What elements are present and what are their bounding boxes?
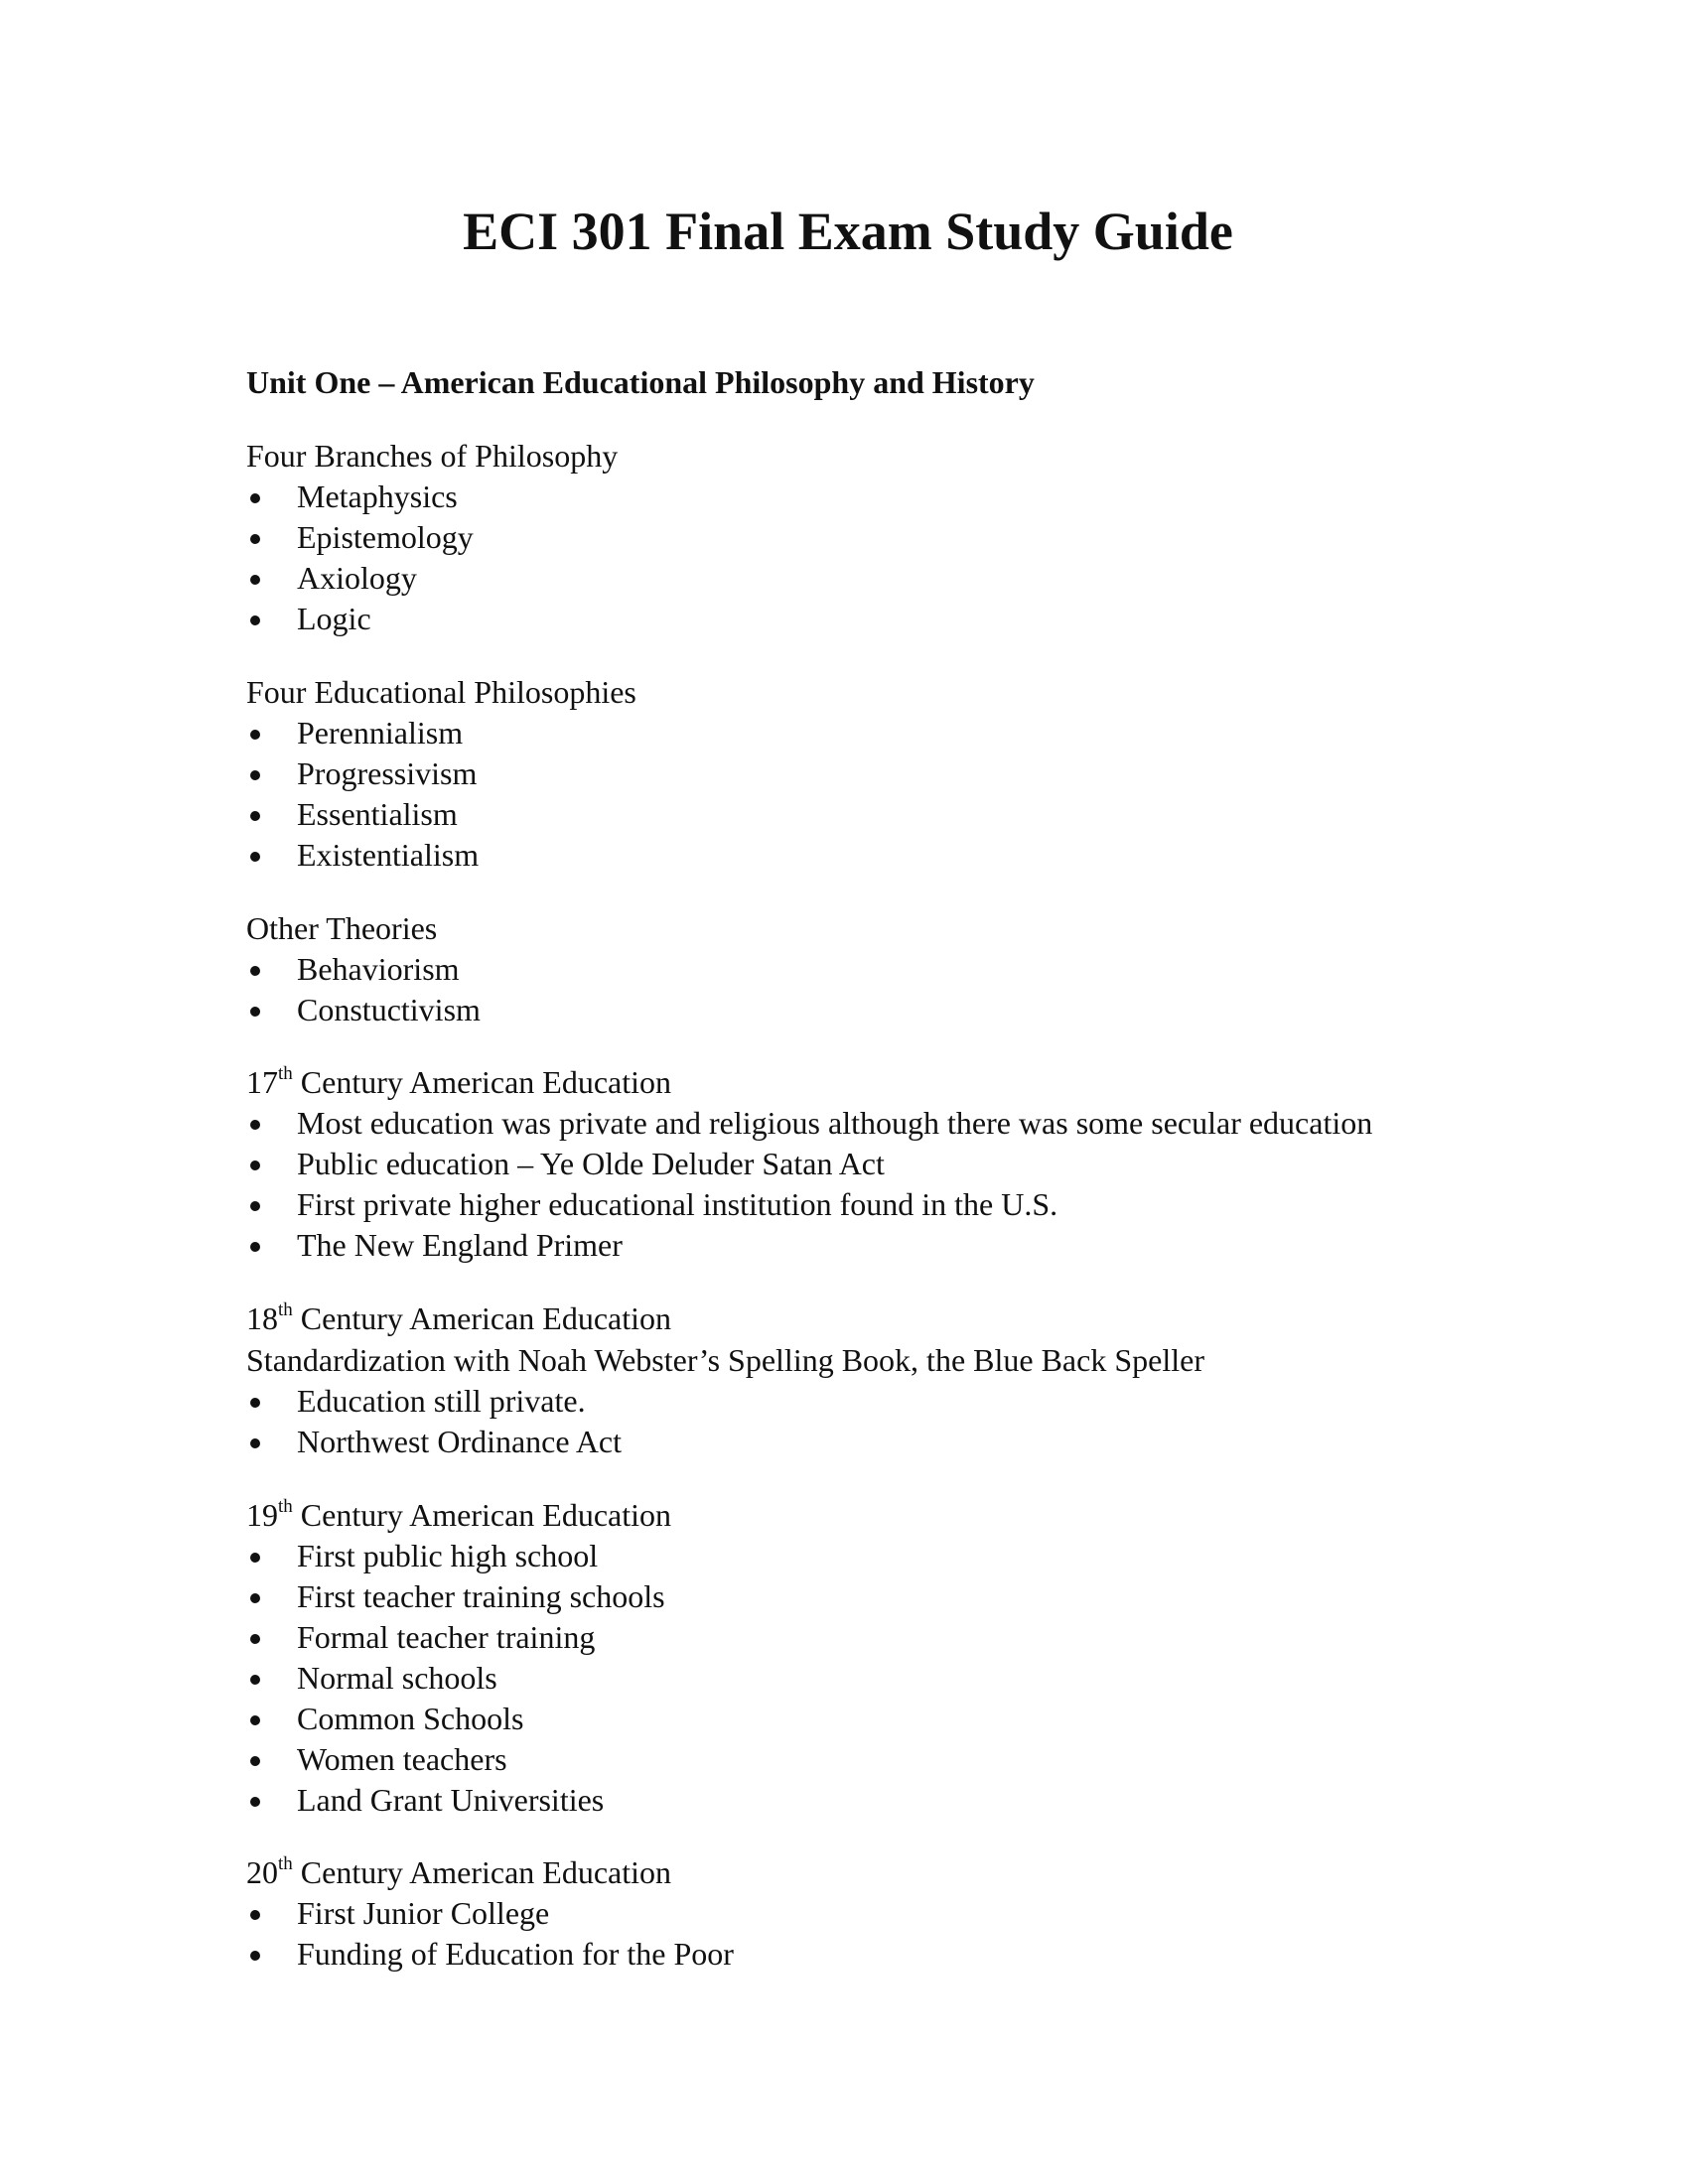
bullet-icon xyxy=(250,1797,260,1807)
bullet-icon xyxy=(250,770,260,780)
list-item xyxy=(246,477,1537,517)
bullet-list xyxy=(246,1103,1537,1266)
section-educational-philosophies xyxy=(246,671,1537,876)
list-item-text: Constuctivism xyxy=(297,992,481,1027)
section-heading xyxy=(246,1494,1537,1536)
section-heading: Other Theories xyxy=(246,910,438,946)
list-item xyxy=(246,1381,1537,1422)
list-item xyxy=(246,1144,1537,1184)
list-item-text: Land Grant Universities xyxy=(297,1782,605,1818)
section-heading xyxy=(246,1297,1537,1339)
bullet-icon xyxy=(250,1398,260,1408)
bullet-icon xyxy=(250,730,260,740)
section-heading xyxy=(246,1061,1537,1103)
section-heading: Four Branches of Philosophy xyxy=(246,438,619,474)
section-18th-century xyxy=(246,1297,1537,1462)
list-item-text: Behaviorism xyxy=(297,951,460,987)
list-item xyxy=(246,1617,1537,1658)
century-number: 18 xyxy=(246,1300,278,1336)
list-item-text: Normal schools xyxy=(297,1660,497,1696)
list-item-text: Common Schools xyxy=(297,1701,524,1736)
list-item xyxy=(246,1422,1537,1462)
bullet-icon xyxy=(250,1593,260,1603)
list-item-text: First private higher educational institution found in the U.S. xyxy=(297,1186,1058,1222)
list-item-text: Public education – Ye Olde Deluder Satan Act xyxy=(297,1146,885,1181)
century-number: 19 xyxy=(246,1497,278,1533)
section-19th-century xyxy=(246,1494,1537,1821)
list-item-text: First public high school xyxy=(297,1538,599,1573)
section-other-theories xyxy=(246,907,1537,1030)
list-item xyxy=(246,1658,1537,1699)
unit-heading: Unit One – American Educational Philosophy and History xyxy=(246,364,1035,400)
list-item xyxy=(246,753,1537,794)
section-heading: Four Educational Philosophies xyxy=(246,674,636,710)
bullet-icon xyxy=(250,1438,260,1448)
list-item-text: Essentialism xyxy=(297,796,458,832)
bullet-icon xyxy=(250,1553,260,1563)
bullet-list xyxy=(246,1536,1537,1821)
heading-text: Century American Education xyxy=(292,1497,671,1533)
list-item xyxy=(246,1536,1537,1576)
bullet-icon xyxy=(250,1715,260,1725)
bullet-icon xyxy=(250,615,260,625)
list-item-text: Formal teacher training xyxy=(297,1619,596,1655)
list-item-text: Most education was private and religious although there was some secular education xyxy=(297,1105,1373,1141)
list-item-text: Epistemology xyxy=(297,519,474,555)
list-item xyxy=(246,990,1537,1030)
list-item xyxy=(246,1780,1537,1821)
list-item xyxy=(246,1739,1537,1780)
bullet-icon xyxy=(250,811,260,821)
list-item xyxy=(246,1893,1537,1934)
bullet-icon xyxy=(250,493,260,503)
list-item xyxy=(246,713,1537,753)
bullet-icon xyxy=(250,1242,260,1252)
bullet-icon xyxy=(250,575,260,585)
list-item-text: Perennialism xyxy=(297,715,464,751)
bullet-icon xyxy=(250,852,260,862)
list-item-text: Existentialism xyxy=(297,837,480,873)
century-number: 20 xyxy=(246,1854,278,1890)
bullet-icon xyxy=(250,1120,260,1130)
list-item xyxy=(246,794,1537,835)
bullet-icon xyxy=(250,1007,260,1017)
bullet-list xyxy=(246,713,1537,876)
list-item xyxy=(246,1934,1537,1975)
bullet-icon xyxy=(250,1910,260,1920)
list-item-text: Northwest Ordinance Act xyxy=(297,1424,623,1459)
section-branches-of-philosophy xyxy=(246,435,1537,639)
section-note: Standardization with Noah Webster’s Spelling Book, the Blue Back Speller xyxy=(246,1342,1204,1378)
list-item-text: First Junior College xyxy=(297,1895,550,1931)
heading-text: Century American Education xyxy=(292,1300,671,1336)
bullet-icon xyxy=(250,1160,260,1170)
list-item xyxy=(246,1184,1537,1225)
bullet-icon xyxy=(250,1634,260,1644)
list-item xyxy=(246,599,1537,639)
list-item-text: Metaphysics xyxy=(297,478,458,514)
section-17th-century xyxy=(246,1061,1537,1266)
list-item-text: Women teachers xyxy=(297,1741,507,1777)
list-item xyxy=(246,949,1537,990)
bullet-icon xyxy=(250,1951,260,1961)
century-number: 17 xyxy=(246,1064,278,1100)
list-item xyxy=(246,1699,1537,1739)
list-item xyxy=(246,517,1537,558)
heading-text: Century American Education xyxy=(292,1064,671,1100)
ordinal-suffix: th xyxy=(278,1496,293,1517)
bullet-icon xyxy=(250,1201,260,1211)
list-item xyxy=(246,835,1537,876)
heading-text: Century American Education xyxy=(292,1854,671,1890)
list-item xyxy=(246,558,1537,599)
list-item-text: Logic xyxy=(297,601,371,636)
page-title: ECI 301 Final Exam Study Guide xyxy=(463,202,1233,261)
bullet-icon xyxy=(250,966,260,976)
list-item-text: Axiology xyxy=(297,560,417,596)
list-item-text: Education still private. xyxy=(297,1383,586,1419)
bullet-icon xyxy=(250,534,260,544)
list-item-text: Progressivism xyxy=(297,755,478,791)
ordinal-suffix: th xyxy=(278,1299,293,1320)
list-item-text: Funding of Education for the Poor xyxy=(297,1936,734,1972)
list-item-text: The New England Primer xyxy=(297,1227,623,1263)
bullet-list xyxy=(246,477,1537,639)
bullet-icon xyxy=(250,1675,260,1685)
section-heading xyxy=(246,1851,1537,1893)
bullet-list xyxy=(246,1381,1537,1462)
list-item xyxy=(246,1576,1537,1617)
bullet-list xyxy=(246,949,1537,1030)
list-item xyxy=(246,1103,1537,1144)
section-20th-century xyxy=(246,1851,1537,1975)
ordinal-suffix: th xyxy=(278,1853,293,1874)
bullet-icon xyxy=(250,1756,260,1766)
bullet-list xyxy=(246,1893,1537,1975)
list-item xyxy=(246,1225,1537,1266)
ordinal-suffix: th xyxy=(278,1063,293,1084)
list-item-text: First teacher training schools xyxy=(297,1578,665,1614)
